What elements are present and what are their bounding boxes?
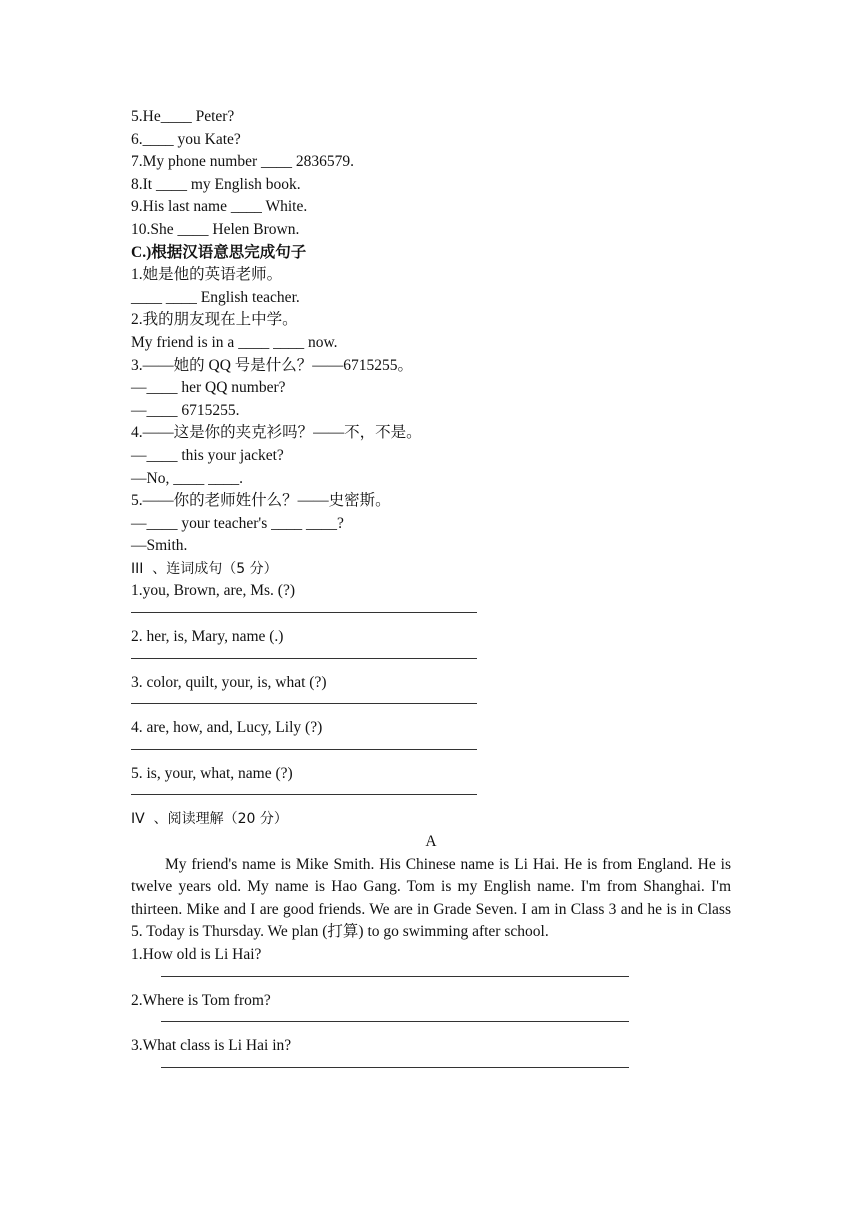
answer-line[interactable] [161,1012,629,1022]
reading-question: 3.What class is Li Hai in? [131,1037,292,1055]
section-b-list [131,106,731,242]
section-c-line: —____ her QQ number? [131,379,286,397]
reorder-item: 5. is, your, what, name (?) [131,764,293,782]
passage-label: A [425,833,437,851]
section-c-line: 2.我的朋友现在上中学。 [131,311,298,329]
section-b-item-9: 9.His last name ____ White. [131,198,308,216]
section-c [131,242,731,558]
reorder-item: 2. her, is, Mary, name (.) [131,628,284,646]
section-b-item-10: 10.She ____ Helen Brown. [131,220,300,238]
section-c-line: 4.——这是你的夹克衫吗？——不，不是。 [131,424,422,442]
section-c-line: 1.她是他的英语老师。 [131,266,283,284]
answer-line[interactable] [161,1058,629,1068]
answer-line[interactable] [131,785,477,795]
worksheet-content [131,106,731,1081]
section-iv [131,808,731,1067]
section-c-line: ____ ____ English teacher. [131,288,300,306]
section-b-item-5: 5.He____ Peter? [131,108,235,125]
section-iii [131,558,731,796]
reading-passage: My friend's name is Mike Smith. His Chinese name is Li Hai. He is from England. He is twelve years old. My name is Hao Gang. Tom is my English name. I'm from Shanghai. I'm thirteen. Mike and I are good friends. We are in Grade Seven. I am in Class 3 and he is in Class 5. Today is Thursday. We plan (打算) to go swimming after school. [131,855,731,941]
section-c-line: 3.——她的 QQ 号是什么？——6715255。 [131,356,414,374]
section-c-line: My friend is in a ____ ____ now. [131,333,338,351]
answer-line[interactable] [131,649,477,659]
section-c-line: —____ 6715255. [131,401,240,419]
answer-line[interactable] [161,967,629,977]
reading-question: 1.How old is Li Hai? [131,946,262,963]
section-b-item-7: 7.My phone number ____ 2836579. [131,153,355,171]
section-iii-heading: III 、连词成句（5 分） [131,560,278,577]
section-c-line: 5.——你的老师姓什么？——史密斯。 [131,492,391,510]
section-b-item-6: 6.____ you Kate? [131,130,241,148]
section-c-line: —No, ____ ____. [131,469,243,487]
answer-line[interactable] [131,603,477,613]
reorder-item: 4. are, how, and, Lucy, Lily (?) [131,719,323,737]
section-c-line: —____ your teacher's ____ ____? [131,514,344,532]
section-c-line: —Smith. [131,537,188,555]
section-c-heading: C.)根据汉语意思完成句子 [131,243,307,261]
answer-line[interactable] [131,694,477,704]
answer-line[interactable] [131,740,477,750]
reorder-item: 1.you, Brown, are, Ms. (?) [131,582,296,600]
reorder-item: 3. color, quilt, your, is, what (?) [131,673,327,691]
reading-question: 2.Where is Tom from? [131,991,271,1009]
section-b-item-8: 8.It ____ my English book. [131,175,301,193]
section-iv-heading: IV 、阅读理解（20 分） [131,811,288,828]
section-c-line: —____ this your jacket? [131,446,284,464]
